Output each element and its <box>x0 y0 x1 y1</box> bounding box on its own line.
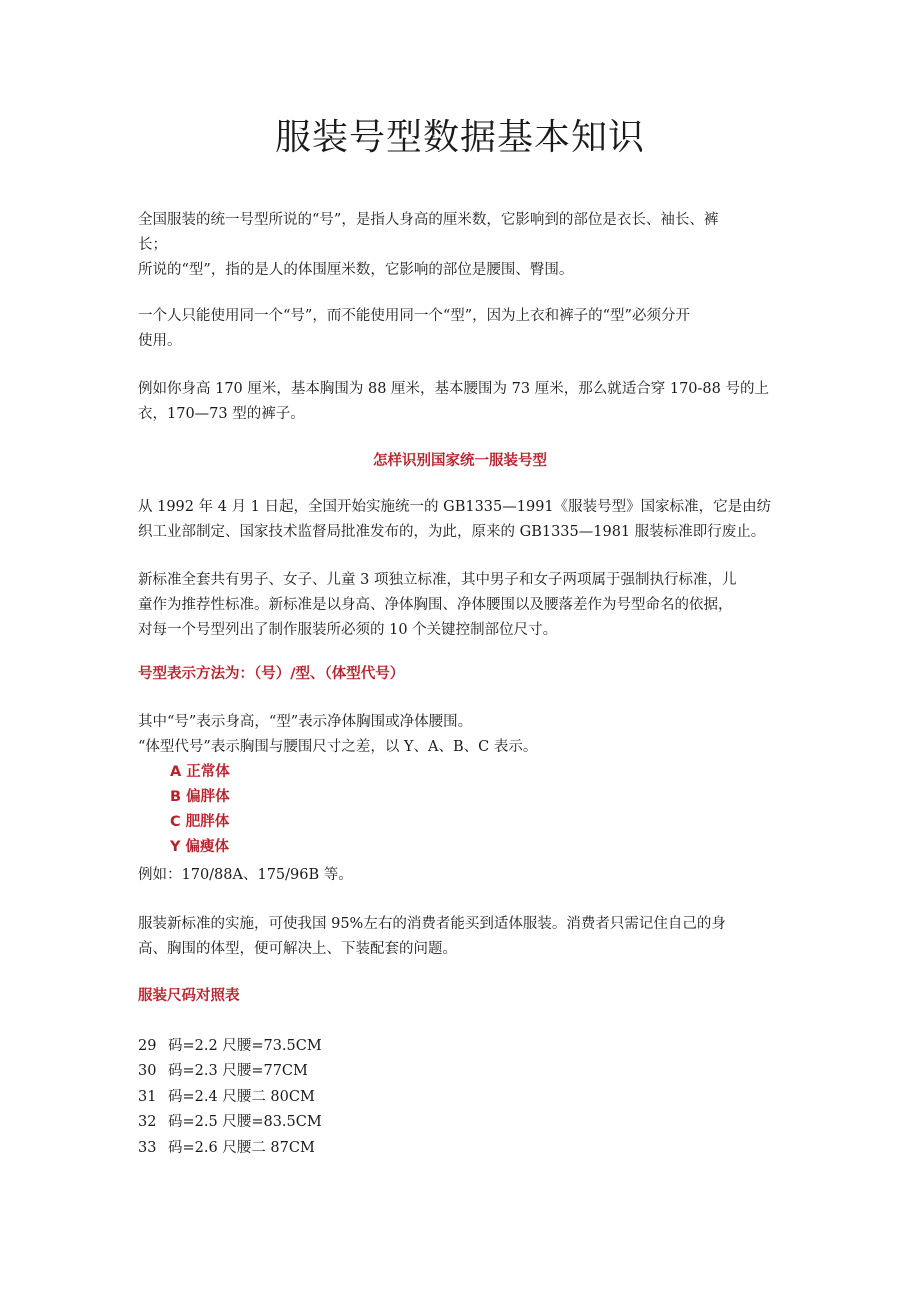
size-value: 码=2.4 尺腰二 80CM <box>168 1089 315 1105</box>
body-type-a: A 正常体 <box>170 764 230 780</box>
text-line: 新标准全套共有男子、女子、儿童 3 项独立标准，其中男子和女子两项属于强制执行标准，儿 <box>138 572 737 588</box>
size-number: 31 <box>138 1089 157 1105</box>
size-value: 码=2.2 尺腰=73.5CM <box>168 1038 322 1054</box>
body-type-y: Y 偏瘦体 <box>170 839 230 855</box>
paragraph-new-standard <box>138 568 784 643</box>
size-row <box>138 1085 315 1110</box>
size-row <box>138 1034 322 1059</box>
heading-size-table: 服装尺码对照表 <box>138 988 240 1004</box>
text-line: 长； <box>138 237 167 253</box>
text-line: “体型代号”表示胸围与腰围尺寸之差，以 Y、A、B、C 表示。 <box>138 739 538 755</box>
body-type-b: B 偏胖体 <box>170 789 230 805</box>
size-row <box>138 1110 322 1135</box>
paragraph-usage-rule <box>138 304 784 354</box>
heading-identify-standard: 怎样识别国家统一服装号型 <box>373 453 547 469</box>
text-line: 高、胸围的体型，便可解决上、下装配套的问题。 <box>138 941 457 957</box>
size-number: 29 <box>138 1038 157 1054</box>
paragraph-notation-explain <box>138 710 784 760</box>
size-row <box>138 1059 308 1084</box>
text-line: 例如你身高 170 厘米，基本胸围为 88 厘米，基本腰围为 73 厘米，那么就适合穿 170-88 号的上 <box>138 381 769 397</box>
text-line: 衣，170—73 型的裤子。 <box>138 406 305 422</box>
paragraph-example <box>138 377 784 427</box>
text-line: 服装新标准的实施，可使我国 95%左右的消费者能买到适体服装。消费者只需记住自己的身 <box>138 916 726 932</box>
body-type-c: C 肥胖体 <box>170 814 230 830</box>
text-line: 从 1992 年 4 月 1 日起，全国开始实施统一的 GB1335—1991《服装号型》国家标准，它是由纺 <box>138 499 772 515</box>
text-line: 织工业部制定、国家技术监督局批准发布的，为此，原来的 GB1335—1981 服装标准即行废止。 <box>138 524 766 540</box>
size-value: 码=2.6 尺腰二 87CM <box>168 1140 315 1156</box>
text-line: 其中“号”表示身高，“型”表示净体胸围或净体腰围。 <box>138 714 473 730</box>
text-line: 一个人只能使用同一个“号”，而不能使用同一个“型”，因为上衣和裤子的“型”必须分开 <box>138 308 690 324</box>
paragraph-benefit <box>138 912 784 962</box>
text-line: 全国服装的统一号型所说的“号”，是指人身高的厘米数，它影响到的部位是衣长、袖长、裤 <box>138 212 719 228</box>
paragraph-standard-history <box>138 495 784 545</box>
text-line: 对每一个号型列出了制作服装所必须的 10 个关键控制部位尺寸。 <box>138 622 558 638</box>
text-line: 使用。 <box>138 333 182 349</box>
size-row <box>138 1136 315 1161</box>
size-number: 32 <box>138 1114 157 1130</box>
size-number: 33 <box>138 1140 157 1156</box>
page-title: 服装号型数据基本知识 <box>274 117 645 158</box>
paragraph-size-example: 例如：170/88A、175/96B 等。 <box>138 867 353 883</box>
text-line: 童作为推荐性标准。新标准是以身高、净体胸围、净体腰围以及腰落差作为号型命名的依据， <box>138 597 733 613</box>
text-line: 所说的“型”，指的是人的体围厘米数，它影响的部位是腰围、臀围。 <box>138 262 574 278</box>
size-number: 30 <box>138 1063 157 1079</box>
size-value: 码=2.5 尺腰=83.5CM <box>168 1114 322 1130</box>
paragraph-hao-definition <box>138 208 784 283</box>
size-value: 码=2.3 尺腰=77CM <box>168 1063 308 1079</box>
heading-notation: 号型表示方法为：（号）/型、（体型代号） <box>138 666 405 682</box>
